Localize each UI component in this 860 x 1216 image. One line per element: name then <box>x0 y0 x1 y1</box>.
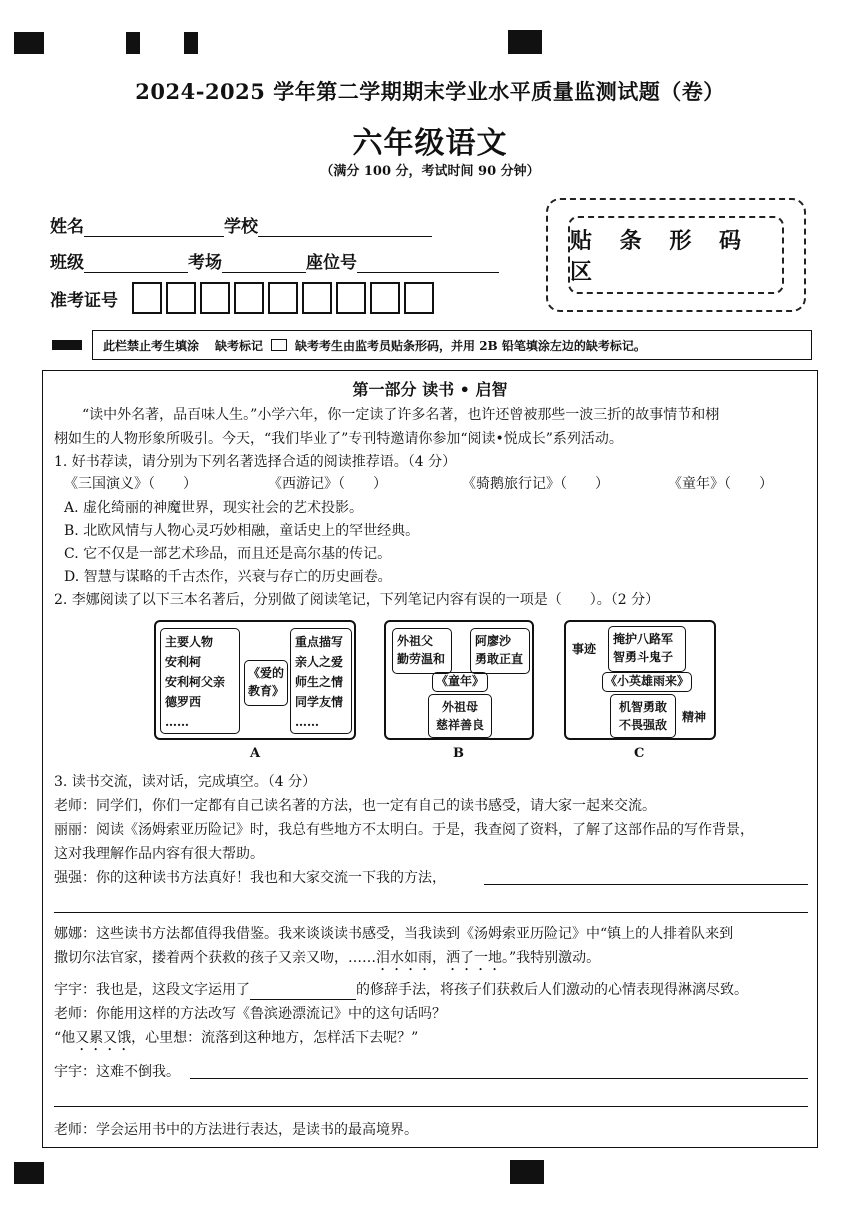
note-c-spirit-label: 精神 <box>682 710 707 724</box>
registration-mark <box>14 32 44 54</box>
name-label: 姓名 <box>50 217 84 237</box>
dialogue-line: 宇宇：这难不倒我。 <box>54 1064 180 1080</box>
q1-book: 《西游记》（ ） <box>268 476 387 492</box>
notice-part1: 此栏禁止考生填涂 <box>103 338 200 353</box>
id-digit-box[interactable] <box>302 282 332 314</box>
section-title: 第一部分 读书 • 启智 <box>352 380 508 399</box>
registration-mark <box>184 32 198 54</box>
q2-stem: 2. 李娜阅读了以下三本名著后，分别做了阅读笔记，下列笔记内容有误的一项是（ ）。（2 分） <box>54 592 660 608</box>
note-b-text: 勤劳温和 <box>397 652 446 666</box>
dialogue-line: 娜娜：这些读书方法都值得我借鉴。我来谈谈读书感受，当我读到《汤姆索亚历险记》中“镇上的人排着队来到 <box>54 926 734 942</box>
notice-part3: 缺考考生由监考员贴条形码，并用 2B 铅笔填涂左边的缺考标记。 <box>295 338 646 353</box>
note-a-characters <box>160 628 240 734</box>
note-a-label: A <box>250 746 261 761</box>
note-b-grandfather <box>392 628 452 674</box>
id-digit-box[interactable] <box>370 282 400 314</box>
note-b-text: 慈祥善良 <box>435 718 484 732</box>
note-a-text: 安利柯 <box>165 655 202 669</box>
note-b-book: 《童年》 <box>432 672 488 692</box>
q1-book: 《三国演义》（ ） <box>64 476 197 492</box>
note-b-text: 外祖父 <box>397 634 434 648</box>
q1-option: C. 它不仅是一部艺术珍品，而且还是高尔基的传记。 <box>64 546 392 562</box>
note-c-text: 智勇斗鬼子 <box>613 650 674 664</box>
room-label: 考场 <box>188 253 222 273</box>
q1-option: B. 北欧风情与人物心灵巧妙相融，童话史上的罕世经典。 <box>64 523 420 539</box>
q1-book: 《童年》（ ） <box>668 476 773 492</box>
note-c-text: 机智勇敢 <box>618 700 667 714</box>
yuyu-text: 宇宇：我也是，这段文字运用了 <box>54 982 250 998</box>
notice-part2: 缺考标记 <box>215 338 264 353</box>
class-field[interactable] <box>84 254 188 273</box>
subject-title: 六年级语文 <box>352 126 508 161</box>
registration-mark <box>510 1160 544 1184</box>
class-label: 班级 <box>50 253 84 273</box>
quote-line <box>54 1028 418 1054</box>
absence-notice <box>92 330 812 360</box>
info-row-name <box>50 212 432 237</box>
school-field[interactable] <box>258 218 432 237</box>
note-a-text: 《爱的 <box>247 666 284 680</box>
note-c-text: 掩护八路军 <box>613 632 674 646</box>
registration-mark <box>14 1162 44 1184</box>
id-digit-box[interactable] <box>268 282 298 314</box>
seat-field[interactable] <box>357 254 499 273</box>
exam-title: 2024-2025 学年第二学期期末学业水平质量监测试题（卷） <box>135 79 725 104</box>
id-digit-box[interactable] <box>132 282 162 314</box>
note-b-grandmother <box>428 694 492 738</box>
reading-note-a <box>154 620 356 740</box>
id-label: 准考证号 <box>50 290 118 311</box>
note-a-text: 德罗西 <box>165 695 202 709</box>
emphasized-text: 又累又饿 <box>75 1030 132 1046</box>
note-c-deeds-label: 事迹 <box>572 642 597 656</box>
school-label: 学校 <box>224 217 258 237</box>
answer-line[interactable] <box>190 1078 808 1079</box>
intro-line: 栩如生的人物形象所吸引。今天，“我们毕业了”专刊特邀请你参加“阅读•悦成长”系列活动。 <box>54 431 623 447</box>
quote-text: “他 <box>54 1030 76 1046</box>
answer-line[interactable] <box>54 1106 808 1107</box>
note-c-spirit <box>610 694 676 738</box>
rhetoric-blank[interactable] <box>250 985 356 1000</box>
q1-book: 《骑鹅旅行记》（ ） <box>462 476 609 492</box>
q1-option: D. 智慧与谋略的千古杰作，兴衰与存亡的历史画卷。 <box>64 569 392 585</box>
note-a-text: 亲人之爱 <box>295 655 344 669</box>
note-c-book: 《小英雄雨来》 <box>602 672 692 692</box>
note-a-text: 重点描写 <box>295 635 344 649</box>
answer-line[interactable] <box>484 884 808 885</box>
seat-label: 座位号 <box>306 253 357 273</box>
dialogue-line: 丽丽：阅读《汤姆索亚历险记》时，我总有些地方不太明白。于是，我查阅了资料，了解了这部作品的写作背景， <box>54 822 754 838</box>
dialogue-line: 强强：你的这种读书方法真好！我也和大家交流一下我的方法， <box>54 870 446 886</box>
note-a-text: 师生之情 <box>295 675 344 689</box>
dialogue-line: 老师：同学们，你们一定都有自己读名著的方法，也一定有自己的读书感受，请大家一起来交流。 <box>54 798 656 814</box>
dialogue-line <box>54 980 748 1000</box>
note-b-text: 勇敢正直 <box>475 652 524 666</box>
id-digit-box[interactable] <box>336 282 366 314</box>
absence-mark-block <box>52 340 82 350</box>
dialogue-line <box>54 948 600 974</box>
name-field[interactable] <box>84 218 224 237</box>
note-a-text: …… <box>295 715 319 729</box>
nana-text: 。”我特别激动。 <box>502 950 601 966</box>
intro-line: “读中外名著，品百味人生。”小学六年，你一定读了许多名著，也许还曾被那些一波三折的故事情节和栩 <box>82 407 720 423</box>
barcode-label: 贴 条 形 码 区 <box>568 216 784 294</box>
note-b-text: 阿廖沙 <box>475 634 512 648</box>
exam-note: （满分 100 分，考试时间 90 分钟） <box>320 164 540 179</box>
note-b-text: 外祖母 <box>441 700 478 714</box>
id-digit-box[interactable] <box>200 282 230 314</box>
info-row-class <box>50 248 499 273</box>
note-a-text: 主要人物 <box>165 635 214 649</box>
note-a-text: …… <box>165 715 189 729</box>
note-a-text: 教育》 <box>247 684 284 698</box>
barcode-area <box>546 198 806 312</box>
absence-checkbox[interactable] <box>271 339 287 351</box>
note-a-themes <box>290 628 352 734</box>
dialogue-line: 老师：学会运用书中的方法进行表达，是读书的最高境界。 <box>54 1122 418 1138</box>
nana-text: 撒切尔法官家，搂着两个获救的孩子又亲又吻，…… <box>54 950 376 966</box>
dialogue-line: 老师：你能用这样的方法改写《鲁滨逊漂流记》中的这句话吗？ <box>54 1006 446 1022</box>
emphasized-text: 泪水如雨，洒了一地 <box>376 950 502 966</box>
note-c-deeds <box>608 626 686 672</box>
note-c-label: C <box>634 746 645 761</box>
quote-text: ，心里想：流落到这种地方，怎样活下去呢？” <box>131 1030 419 1046</box>
note-b-label: B <box>453 746 464 761</box>
room-field[interactable] <box>222 254 306 273</box>
registration-mark <box>126 32 140 54</box>
note-a-text: 同学友情 <box>295 695 344 709</box>
answer-line[interactable] <box>54 912 808 913</box>
id-digit-box[interactable] <box>234 282 264 314</box>
q1-stem: 1. 好书荐读，请分别为下列名著选择合适的阅读推荐语。（4 分） <box>54 454 457 470</box>
q1-option: A. 虚化绮丽的神魔世界，现实社会的艺术投影。 <box>64 500 364 516</box>
reading-note-b <box>384 620 534 740</box>
yuyu-text: 的修辞手法，将孩子们获救后人们激动的心情表现得淋漓尽致。 <box>356 982 748 998</box>
dialogue-line: 这对我理解作品内容有很大帮助。 <box>54 846 264 862</box>
note-a-book <box>244 660 288 706</box>
info-row-id <box>50 282 438 314</box>
note-c-text: 不畏强敌 <box>618 718 667 732</box>
note-b-alyosha <box>470 628 530 674</box>
note-a-text: 安利柯父亲 <box>165 675 226 689</box>
id-digit-box[interactable] <box>166 282 196 314</box>
registration-mark <box>508 30 542 54</box>
reading-note-c <box>564 620 716 740</box>
q3-stem: 3. 读书交流，读对话，完成填空。（4 分） <box>54 774 317 790</box>
id-digit-box[interactable] <box>404 282 434 314</box>
